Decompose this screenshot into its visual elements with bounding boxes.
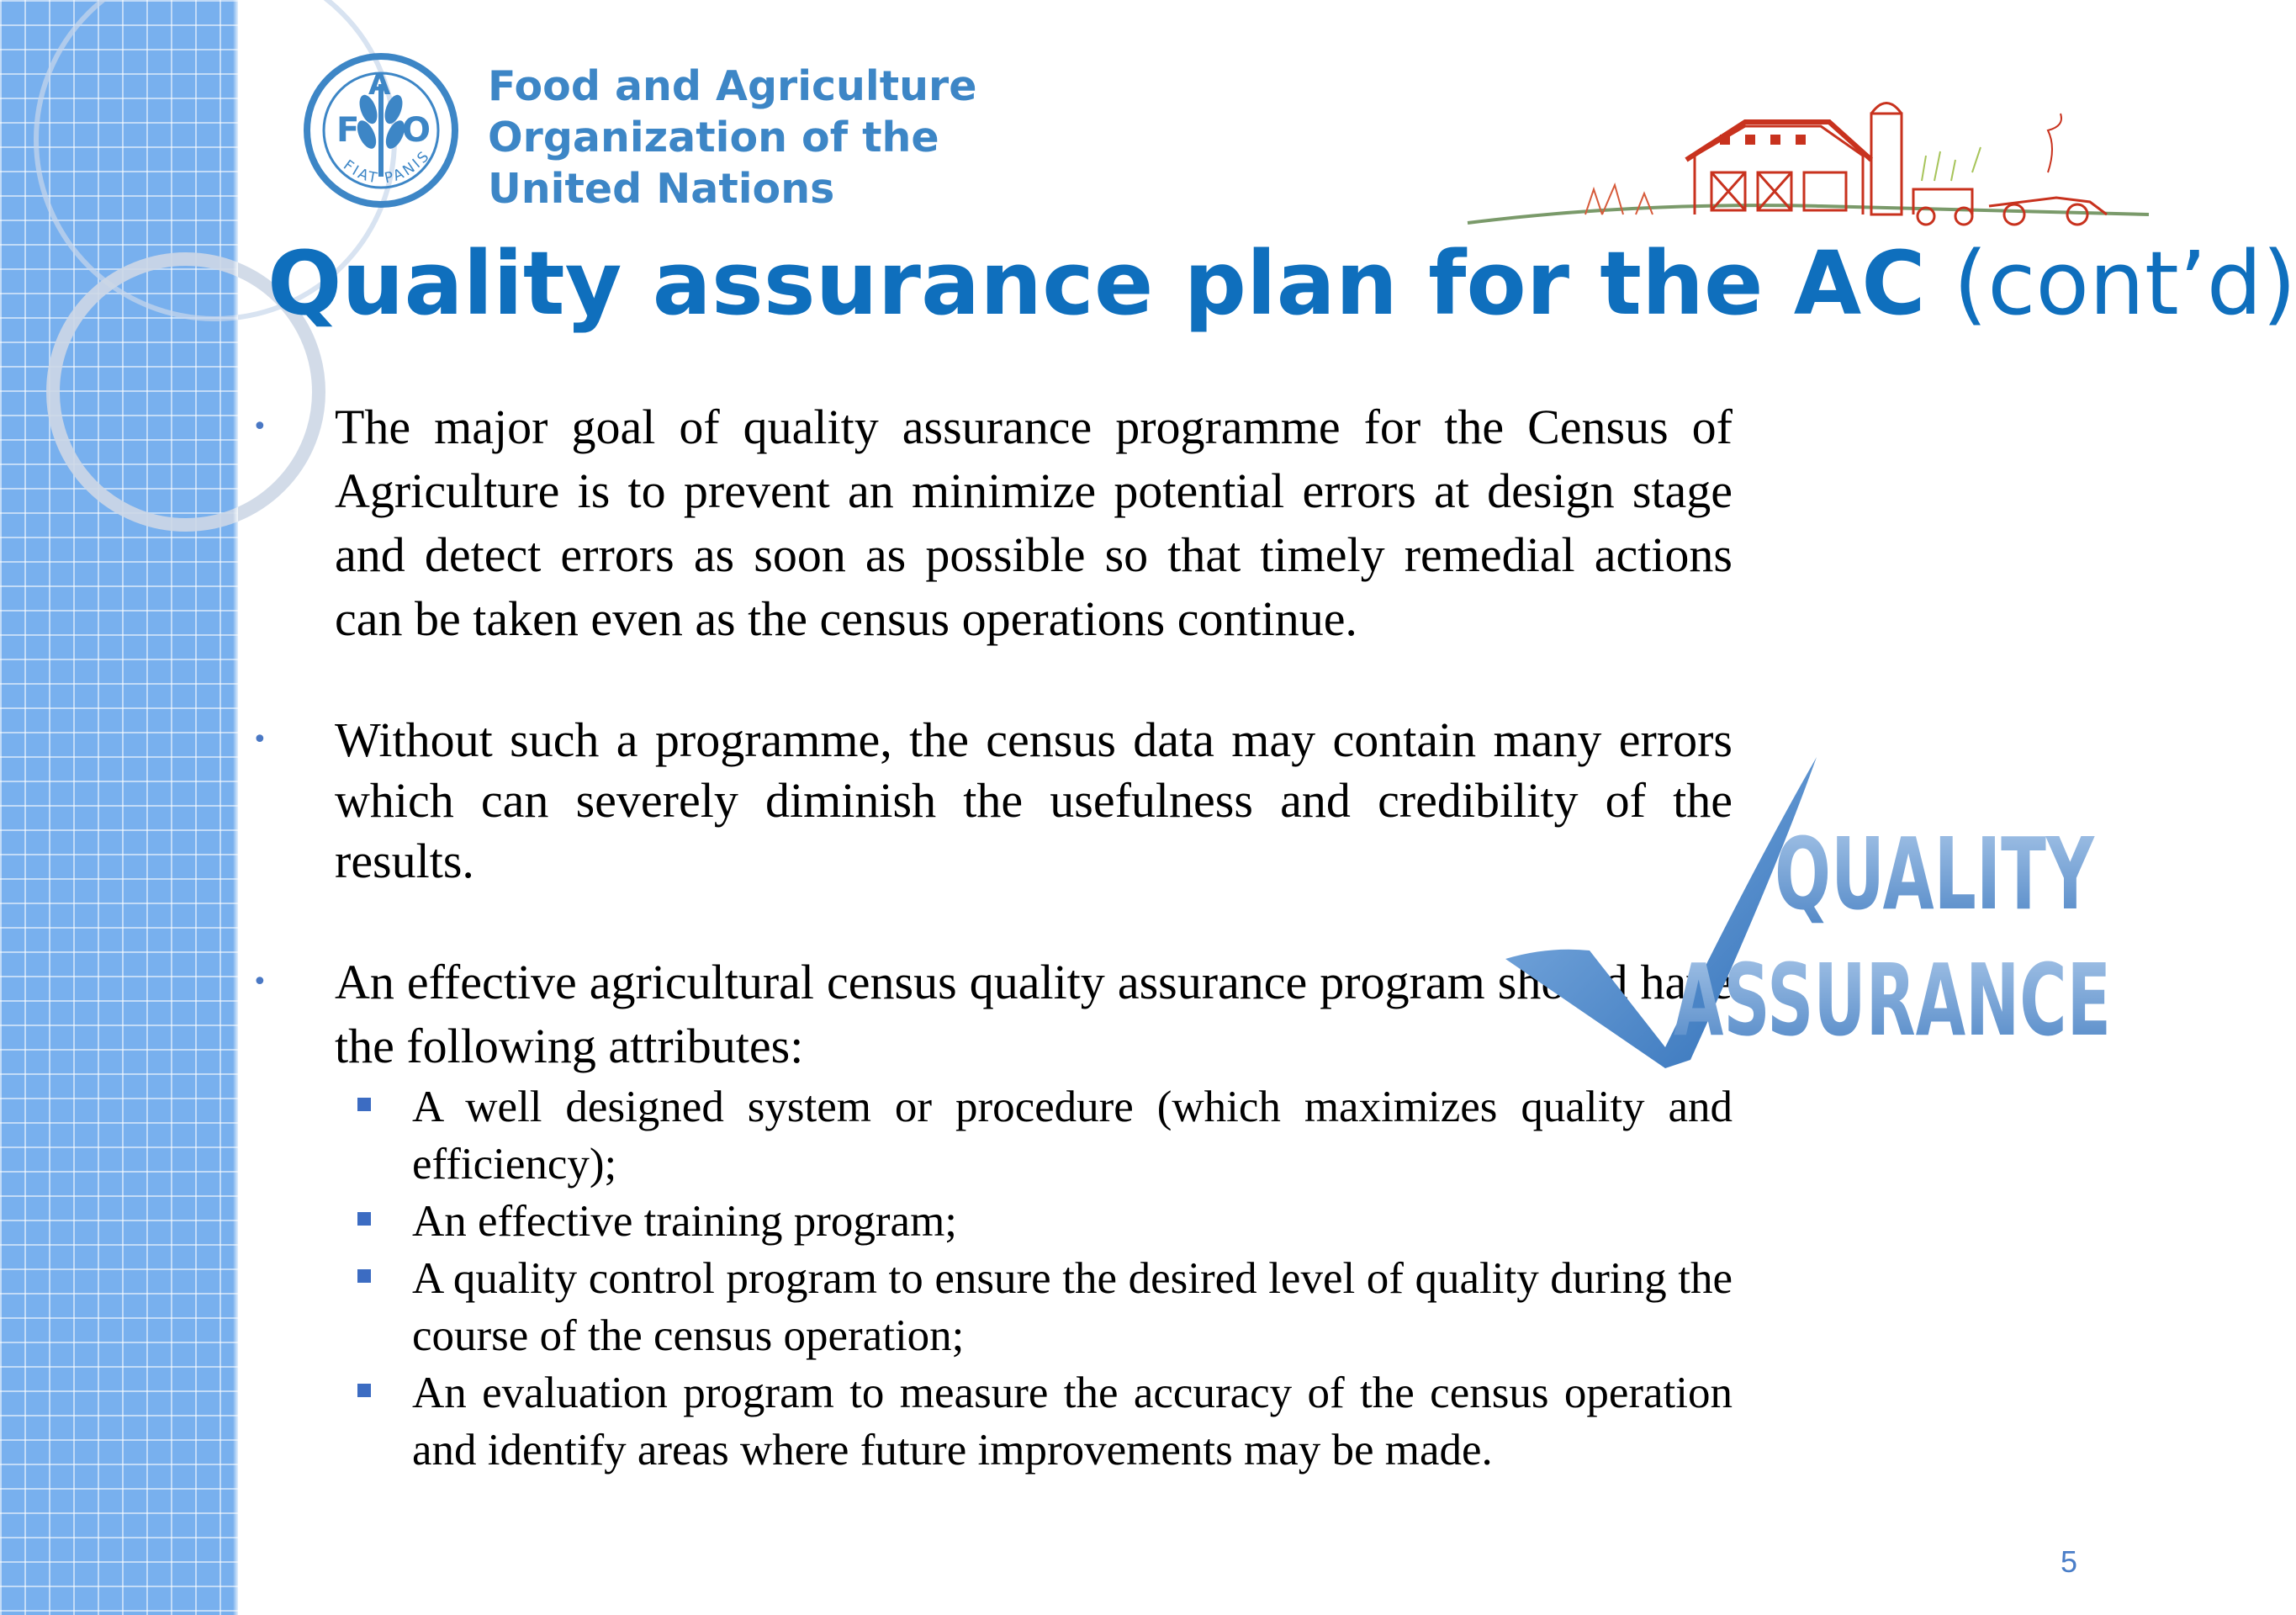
bullet-text: The major goal of quality assurance programme for the Census of Agriculture is to prevent an minimize potential errors at design stage and detect errors as soon as possible so that timely remedial actions can be taken even as the census operations continue. (335, 400, 1733, 646)
logo-letter-a: A (368, 68, 391, 102)
square-bullet-icon (357, 1212, 371, 1226)
sub-bullet-text: A quality control program to ensure the desired level of quality during the course of the census operation; (412, 1254, 1733, 1360)
org-line: United Nations (488, 165, 835, 213)
sub-bullet-text: An effective training program; (412, 1197, 958, 1246)
slide-title (267, 229, 2296, 338)
square-bullet-icon (357, 1269, 371, 1283)
sub-bullet-text: An evaluation program to measure the accuracy of the census operation and identify areas where future improvements may be made. (412, 1369, 1733, 1475)
sub-bullet-item (244, 1193, 1733, 1250)
org-line: Food and Agriculture (488, 62, 977, 110)
logo-motto: FIAT PANIS (340, 146, 435, 188)
sub-bullet-item (244, 1250, 1733, 1364)
bullet-text: Without such a programme, the census data may contain many errors which can severely diminish the usefulness and credibility of the results. (335, 712, 1733, 888)
bullet-text: An effective agricultural census quality assurance program should have the following attributes: (335, 955, 1733, 1073)
farm-illustration (1468, 88, 2149, 231)
bullet-marker: • (252, 967, 267, 997)
side-decoration (0, 0, 238, 1615)
quality-assurance-graphic (1497, 749, 2136, 1068)
square-bullet-icon (357, 1384, 371, 1397)
logo-letter-o: O (402, 111, 431, 150)
qa-line-quality: QUALITY (1775, 816, 2096, 932)
organization-name (488, 61, 976, 214)
bullet-marker: • (252, 725, 267, 755)
square-bullet-icon (357, 1098, 371, 1111)
bullet-item (244, 395, 1733, 651)
sub-bullet-item (244, 1364, 1733, 1479)
page-number: 5 (2061, 1544, 2078, 1579)
bullet-marker: • (252, 412, 267, 442)
sub-bullet-item (244, 1078, 1733, 1193)
qa-line-assurance: ASSURANCE (1674, 942, 2111, 1058)
title-continued: (cont’d) (1953, 232, 2296, 335)
org-line: Organization of the (488, 114, 939, 162)
logo-letter-f: F (336, 111, 360, 150)
title-main: Quality assurance plan for the AC (267, 232, 1926, 335)
fao-logo (301, 50, 461, 210)
sub-bullet-text: A well designed system or procedure (which maximizes quality and efficiency); (412, 1083, 1733, 1189)
